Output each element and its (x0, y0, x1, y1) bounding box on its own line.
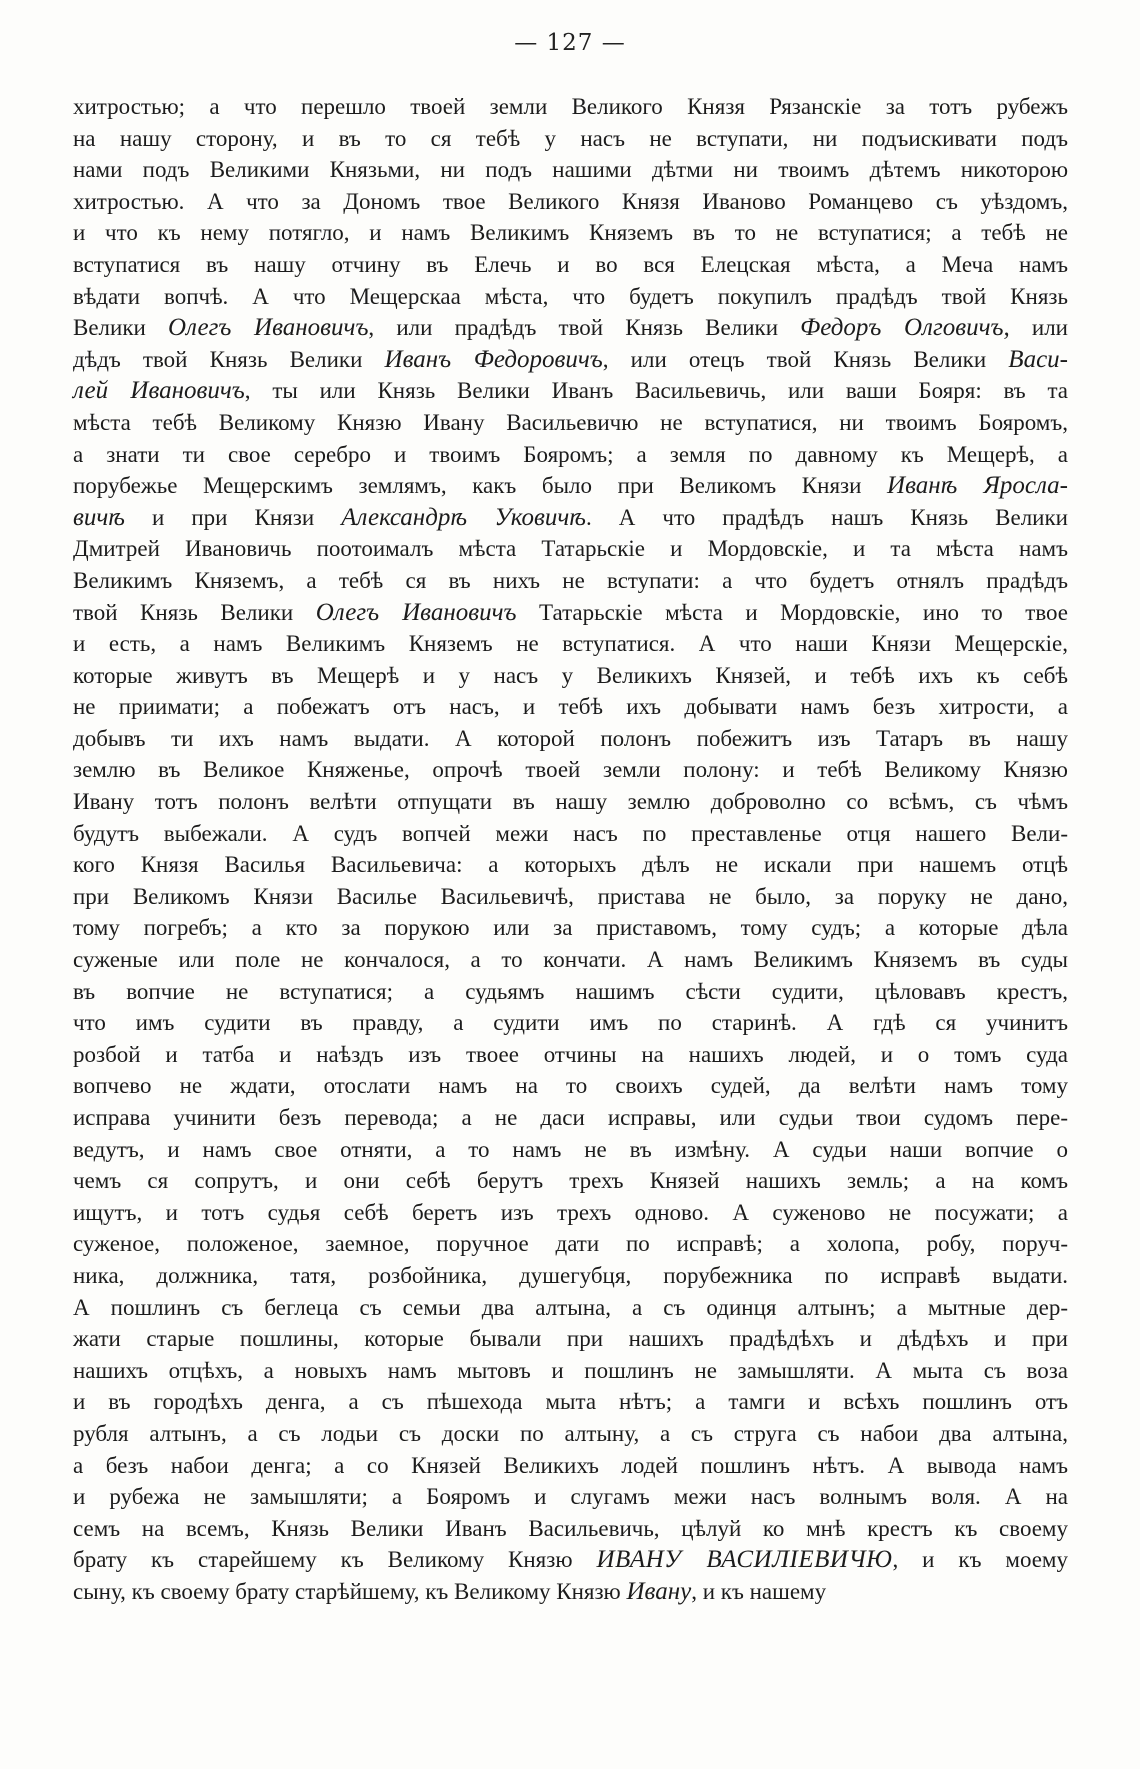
text-line (73, 1228, 1068, 1260)
text-segment: которые живутъ въ Мещерѣ и у насъ у Великихъ Князей, и тебѣ ихъ къ себѣ (73, 662, 1068, 688)
text-line (73, 912, 1068, 944)
text-segment: ведутъ, и намъ свое отняти, а то намъ не въ измѣну. А судьи наши вопчие о (73, 1136, 1068, 1162)
text-line (73, 344, 1068, 376)
text-segment: добывъ ти ихъ намъ выдати. А которой полонъ побежитъ изъ Татаръ въ нашу (73, 725, 1068, 751)
text-segment: хитростью; а что перешло твоей земли Великого Князя Рязанскіе за тотъ рубежъ (73, 94, 1068, 119)
text-line (73, 944, 1068, 976)
text-segment: дѣдъ твой Князь Велики (73, 346, 385, 372)
text-line (73, 660, 1068, 692)
text-segment: землю въ Великое Княженье, опрочѣ твоей земли полону: и тебѣ Великому Князю (73, 757, 1068, 783)
italic-name: Васи- (1008, 345, 1068, 373)
text-segment: а безъ набои денга; а со Князей Великихъ лодей пошлинъ нѣтъ. А вывода намъ (73, 1452, 1068, 1478)
text-line (73, 1039, 1068, 1071)
text-line (73, 439, 1068, 471)
text-line (73, 1134, 1068, 1166)
text-segment: твой Князь Велики (73, 599, 316, 625)
text-segment: розбой и татба и наѣздъ изъ твоее отчины на нашихъ людей, и о томъ суда (73, 1041, 1068, 1067)
text-line (73, 1323, 1068, 1355)
text-line (73, 1450, 1068, 1482)
text-segment: брату къ старейшему къ Великому Князю (73, 1547, 597, 1573)
text-line (73, 565, 1068, 597)
text-segment: или (1009, 315, 1068, 341)
text-segment: семъ на всемъ, Князь Велики Иванъ Васильевичь, цѣлуй ко мнѣ крестъ къ своему (73, 1515, 1068, 1541)
body-text (73, 91, 1068, 1608)
text-segment: и при Князи (124, 504, 342, 530)
text-segment: и что къ нему потягло, и намъ Великимъ Княземъ въ то не вступатися; а тебѣ не (73, 220, 1068, 246)
text-line (73, 628, 1068, 660)
text-segment: и есть, а намъ Великимъ Княземъ не вступатися. А что наши Князи Мещерскіе, (73, 631, 1068, 657)
text-line (73, 723, 1068, 755)
text-segment: Великимъ Княземъ, а тебѣ ся въ нихъ не вступати: а что будетъ отнялъ прадѣдъ (73, 567, 1068, 593)
text-line (73, 312, 1068, 344)
text-line (73, 281, 1068, 313)
text-line (73, 217, 1068, 249)
text-segment: не приимати; а побежатъ отъ насъ, и тебѣ ихъ добывати намъ безъ хитрости, а (73, 694, 1068, 720)
italic-name: лей Ивановичъ (73, 377, 245, 405)
italic-name: Федоръ Олговичъ, (800, 314, 1010, 342)
text-line (73, 691, 1068, 723)
text-segment: , и къ нашему (691, 1578, 827, 1604)
text-segment: кого Князя Василья Васильевича: а которыхъ дѣлъ не искали при нашемъ отцѣ (73, 852, 1068, 878)
text-segment: вѣдати вопчѣ. А что Мещерскаа мѣста, что будетъ покупилъ прадѣдъ твой Князь (73, 283, 1068, 309)
text-segment: вопчево не ждати, отослати намъ на то своихъ судей, да велѣти намъ тому (73, 1073, 1068, 1099)
text-line (73, 786, 1068, 818)
text-segment: ника, должника, татя, розбойника, душегубця, порубежника по исправѣ выдати. (73, 1262, 1068, 1288)
text-segment: , или прадѣдъ твой Князь Велики (368, 315, 801, 341)
text-line (73, 533, 1068, 565)
italic-name: Олегъ Ивановичъ (315, 598, 517, 626)
text-segment: а знати ти свое серебро и твоимъ Бояромъ; а земля по давному къ Мещерѣ, а (73, 441, 1068, 467)
text-segment: будутъ выбежали. А судъ вопчей межи насъ по преставленье отця нашего Вели- (73, 820, 1068, 846)
text-segment: суженое, положеное, заемное, поручное дати по исправѣ; а холопа, робу, поруч- (73, 1231, 1068, 1257)
text-line (73, 186, 1068, 218)
text-line (73, 154, 1068, 186)
text-line (73, 407, 1068, 439)
text-segment: ищутъ, и тотъ судья себѣ беретъ изъ трехъ одново. А суженово не посужати; а (73, 1199, 1068, 1225)
text-line (73, 91, 1068, 123)
text-segment: , и къ моему (892, 1547, 1068, 1573)
text-line (73, 1355, 1068, 1387)
text-segment: Татарьскіе мѣста и Мордовскіе, ино то твое (516, 599, 1069, 625)
text-segment: . А что прадѣдъ нашъ Князь Велики (585, 504, 1068, 530)
text-segment: сыну, къ своему брату старѣйшему, къ Великому Князю (73, 1578, 627, 1604)
italic-name: вичѣ (73, 503, 125, 531)
text-line (73, 1102, 1068, 1134)
text-line (73, 881, 1068, 913)
text-line (73, 1165, 1068, 1197)
page-number: — 127 — (514, 30, 626, 56)
text-line (73, 123, 1068, 155)
text-segment: нашихъ отцѣхъ, а новыхъ намъ мытовъ и пошлинъ не замышляти. А мыта съ воза (73, 1357, 1068, 1383)
text-line (73, 1070, 1068, 1102)
text-line (73, 249, 1068, 281)
italic-name: Ивану (626, 1577, 692, 1605)
text-segment: Ивану тотъ полонъ велѣти отпущати въ нашу землю доброволно со всѣмъ, съ чѣмъ (73, 789, 1068, 815)
text-line (73, 597, 1068, 629)
text-segment: рубля алтынъ, а съ лодьи съ доски по алтыну, а съ струга съ набои два алтына, (73, 1420, 1068, 1446)
text-line (73, 502, 1068, 534)
text-segment: хитростью. А что за Дономъ твое Великого Князя Иваново Романцево съ уѣздомъ, (73, 188, 1068, 214)
text-line (73, 1418, 1068, 1450)
text-segment: А пошлинъ съ беглеца съ семьи два алтына, а съ одинця алтынъ; а мытные дер- (73, 1294, 1068, 1320)
text-line (73, 1007, 1068, 1039)
text-segment: тому погребъ; а кто за порукою или за приставомъ, тому судъ; а которые дѣла (73, 915, 1068, 941)
text-line (73, 1576, 1068, 1608)
text-segment: порубежье Мещерскимъ землямъ, какъ было при Великомъ Князи (73, 473, 888, 499)
text-segment: и въ городѣхъ денга, а съ пѣшехода мыта нѣтъ; а тамги и всѣхъ пошлинъ отъ (73, 1389, 1068, 1415)
text-line (73, 470, 1068, 502)
italic-name: Иванѣ Яросла- (887, 472, 1068, 500)
text-segment: нами подъ Великими Князьми, ни подъ нашими дѣтми ни твоимъ дѣтемъ никоторою (73, 157, 1068, 183)
text-segment: исправа учинити безъ перевода; а не даси исправы, или судьи твои судомъ пере- (73, 1105, 1068, 1130)
text-line (73, 818, 1068, 850)
italic-name: Александрѣ Уковичѣ (341, 503, 586, 531)
text-line (73, 375, 1068, 407)
text-line (73, 754, 1068, 786)
text-segment: Велики (73, 315, 168, 341)
text-line (73, 849, 1068, 881)
text-line (73, 1386, 1068, 1418)
text-line (73, 1481, 1068, 1513)
text-segment: при Великомъ Князи Василье Васильевичѣ, пристава не было, за поруку не дано, (73, 883, 1068, 909)
text-line (73, 1197, 1068, 1229)
text-segment: на нашу сторону, и въ то ся тебѣ у насъ не вступати, ни подъискивати подъ (73, 125, 1068, 151)
text-segment: жати старые пошлины, которые бывали при нашихъ прадѣдѣхъ и дѣдѣхъ и при (73, 1326, 1068, 1352)
text-segment: , ты или Князь Велики Иванъ Васильевичь, или ваши Бояря: въ та (244, 378, 1069, 404)
emphasized-name: ИВАНУ ВАСИЛІЕВИЧЮ (596, 1546, 893, 1574)
text-line (73, 1513, 1068, 1545)
text-segment: что имъ судити въ правду, а судити имъ по старинѣ. А гдѣ ся учинитъ (73, 1010, 1068, 1036)
text-segment: Дмитрей Ивановичь поотоималъ мѣста Татарьскіе и Мордовскіе, и та мѣста намъ (73, 536, 1068, 562)
text-segment: чемъ ся сопрутъ, и они себѣ берутъ трехъ Князей нашихъ земль; а на комъ (73, 1168, 1068, 1194)
italic-name: Олегъ Ивановичъ (167, 314, 369, 342)
text-segment: , или отецъ твой Князь Велики (602, 346, 1009, 372)
text-segment: мѣста тебѣ Великому Князю Ивану Васильевичю не вступатися, ни твоимъ Бояромъ, (73, 409, 1068, 435)
text-line (73, 1544, 1068, 1576)
text-line (73, 976, 1068, 1008)
text-segment: и рубежа не замышляти; а Бояромъ и слугамъ межи насъ волнымъ воля. А на (73, 1484, 1068, 1510)
italic-name: Иванъ Федоровичъ (384, 345, 603, 373)
text-segment: суженые или поле не кончалося, а то кончати. А намъ Великимъ Княземъ въ суды (73, 947, 1068, 973)
text-segment: въ вопчие не вступатися; а судьямъ нашимъ сѣсти судити, цѣловавъ крестъ, (73, 978, 1068, 1004)
text-line (73, 1292, 1068, 1324)
text-segment: вступатися въ нашу отчину въ Елечь и во вся Елецская мѣста, а Меча намъ (73, 251, 1068, 277)
text-line (73, 1260, 1068, 1292)
